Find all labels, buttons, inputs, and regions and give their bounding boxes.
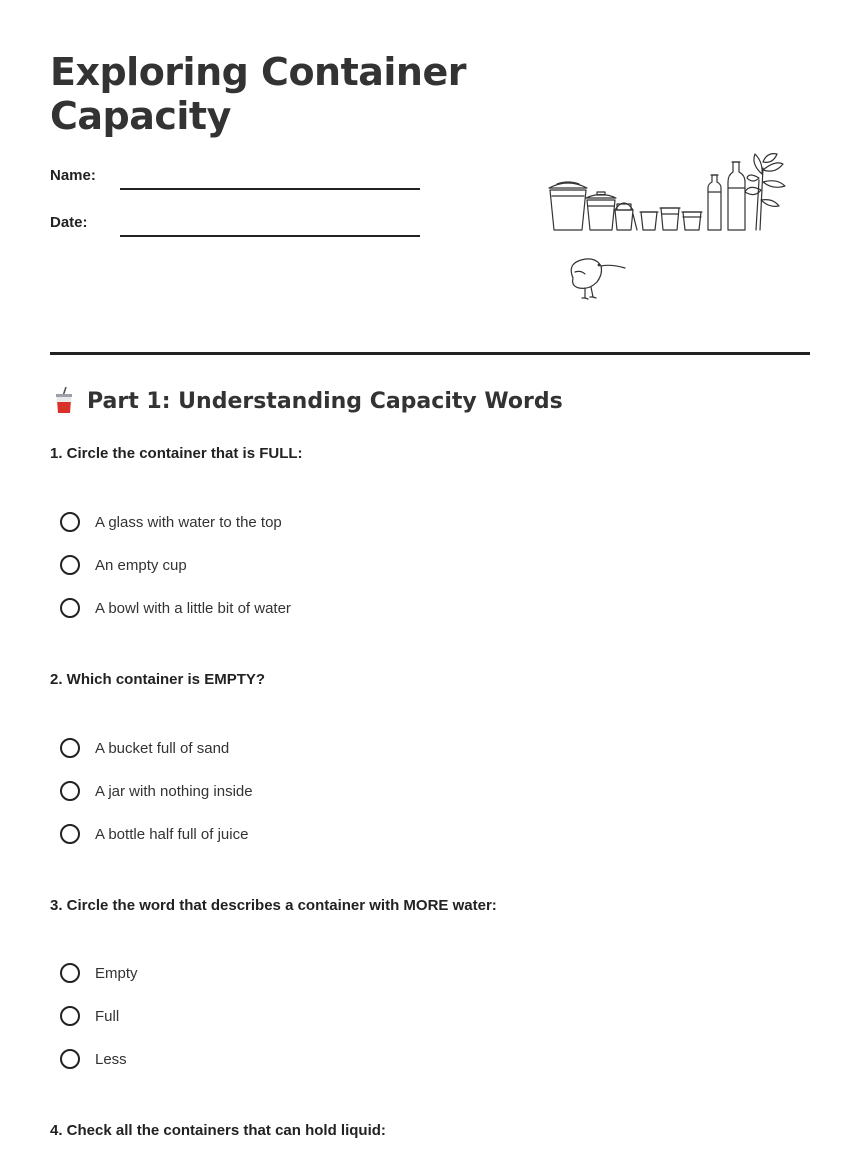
option-2-b[interactable]	[60, 778, 253, 804]
question-1	[50, 445, 810, 617]
worksheet-page	[50, 0, 810, 1139]
option-3-b[interactable]	[60, 1003, 119, 1029]
question-2	[50, 671, 810, 843]
cup-icon-2	[660, 208, 680, 230]
question-text: 4. Check all the containers that can hold liquid:	[50, 1122, 386, 1139]
cup-with-straw-icon	[50, 386, 78, 416]
date-line[interactable]	[120, 235, 420, 237]
question-3	[50, 897, 810, 1068]
question-text: 3. Circle the word that describes a container with MORE water:	[50, 897, 497, 914]
date-field[interactable]	[50, 207, 420, 237]
section-heading	[50, 386, 563, 416]
cup-icon	[640, 212, 658, 230]
name-field[interactable]	[50, 160, 420, 190]
radio-circle[interactable]	[60, 555, 80, 575]
question-text: 2. Which container is EMPTY?	[50, 671, 266, 688]
bucket-icon	[549, 182, 587, 230]
question-text: 1. Circle the container that is FULL:	[50, 445, 303, 462]
radio-circle[interactable]	[60, 512, 80, 532]
radio-circle[interactable]	[60, 738, 80, 758]
option-2-a[interactable]	[60, 735, 229, 761]
option-label: Empty	[95, 964, 138, 982]
option-3-c[interactable]	[60, 1046, 127, 1072]
plant-icon	[745, 154, 785, 230]
bottle-icon	[708, 175, 721, 230]
option-1-c[interactable]	[60, 595, 291, 621]
kiwi-icon	[571, 259, 625, 299]
option-label: A bowl with a little bit of water	[95, 599, 291, 617]
radio-circle[interactable]	[60, 963, 80, 983]
small-bucket-icon	[615, 203, 633, 230]
option-1-b[interactable]	[60, 552, 187, 578]
option-3-a[interactable]	[60, 960, 138, 986]
pot-icon	[586, 192, 616, 230]
radio-circle[interactable]	[60, 781, 80, 801]
question-4	[50, 1122, 810, 1140]
section-heading-text: Part 1: Understanding Capacity Words	[87, 388, 563, 414]
name-label: Name:	[50, 167, 96, 184]
radio-circle[interactable]	[60, 1006, 80, 1026]
containers-and-kiwi-illustration	[545, 148, 795, 308]
option-label: A jar with nothing inside	[95, 782, 253, 800]
cup-icon-3	[682, 212, 702, 230]
option-label: Less	[95, 1050, 127, 1068]
worksheet-header	[50, 0, 810, 355]
option-label: A glass with water to the top	[95, 513, 282, 531]
option-label: A bottle half full of juice	[95, 825, 249, 843]
radio-circle[interactable]	[60, 824, 80, 844]
name-line[interactable]	[120, 188, 420, 190]
option-label: A bucket full of sand	[95, 739, 230, 757]
page-title: Exploring Container Capacity	[50, 50, 466, 138]
shovel-icon	[633, 214, 637, 230]
option-label: Full	[95, 1007, 120, 1025]
radio-circle[interactable]	[60, 598, 80, 618]
bottle-icon-2	[728, 162, 745, 230]
date-label: Date:	[50, 214, 88, 231]
option-1-a[interactable]	[60, 509, 282, 535]
radio-circle[interactable]	[60, 1049, 80, 1069]
option-label: An empty cup	[95, 556, 187, 574]
option-2-c[interactable]	[60, 821, 248, 847]
